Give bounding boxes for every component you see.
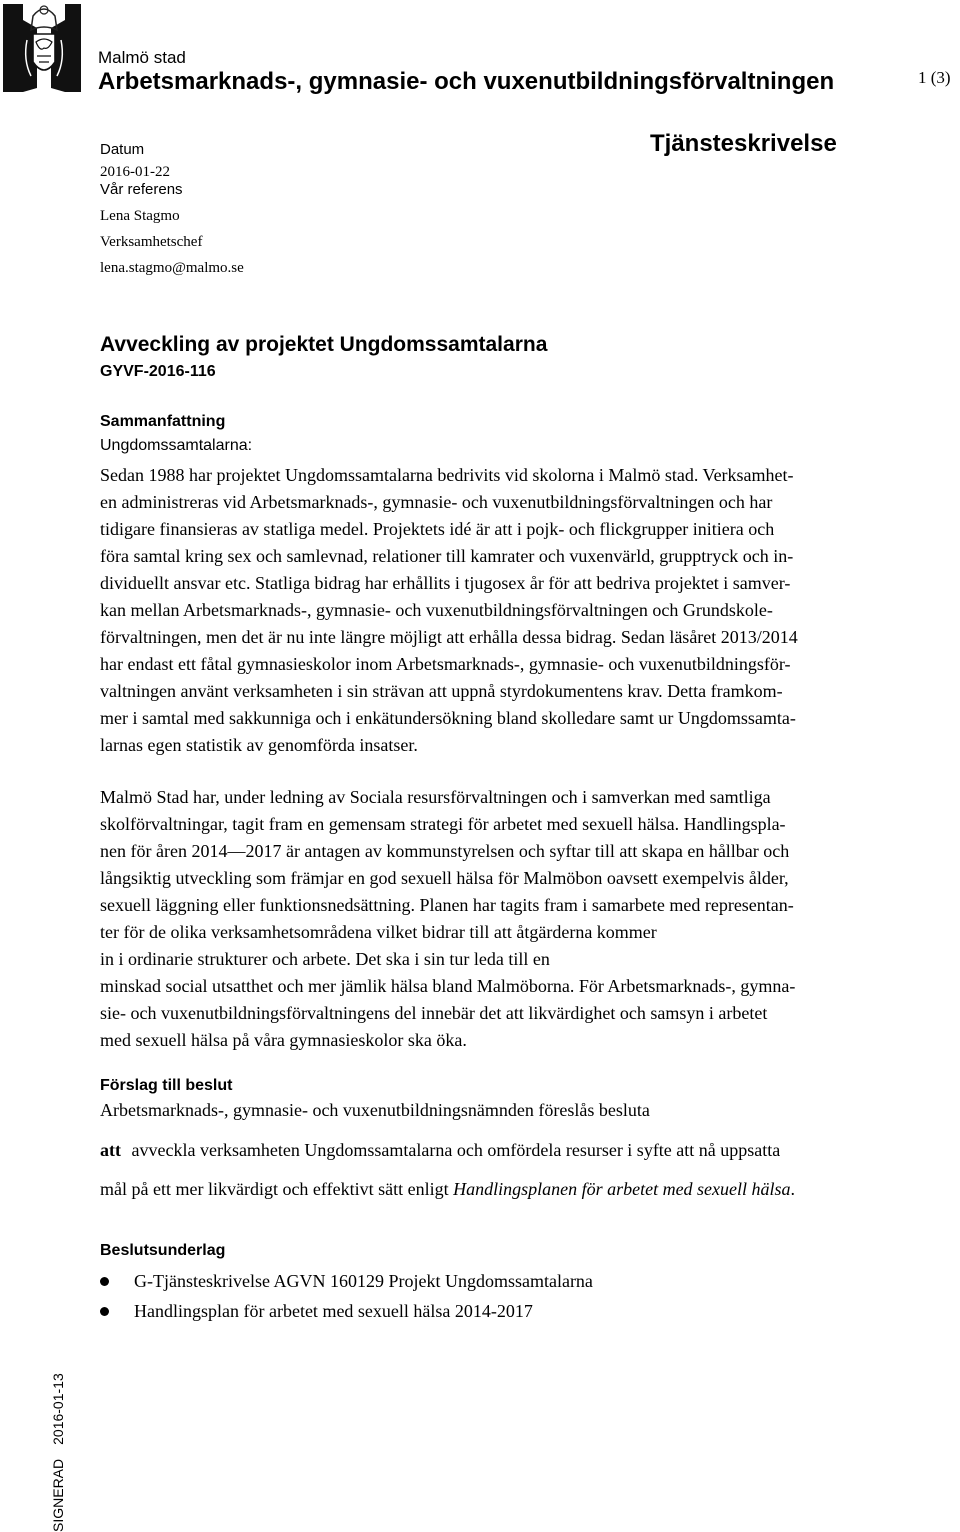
- paragraph-line: mer i samtal med sakkunniga och i enkätundersökning bland skolledare samt ur Ungdomssamta-: [100, 708, 796, 728]
- summary-paragraph-1: [100, 462, 960, 759]
- paragraph-line: långsiktig utveckling som främjar en god sexuell hälsa för Malmöbon oavsett exempelvis ålder,: [100, 868, 789, 888]
- paragraph-line: in i ordinarie strukturer och arbete. Det ska i sin tur leda till en: [100, 949, 550, 969]
- document-meta: [100, 138, 244, 280]
- paragraph-line: dividuellt ansvar etc. Statliga bidrag har erhållits i tjugosex år för att bedriva projektet i samver-: [100, 573, 791, 593]
- reference-label: Vår referens: [100, 181, 183, 198]
- paragraph-line: sie- och vuxenutbildningsförvaltningens del innebär det att likvärdighet och samsyn i arbetet: [100, 1003, 768, 1023]
- paragraph-line: skolförvaltningar, tagit fram en gemensam strategi för arbetet med sexuell hälsa. Handlingspla-: [100, 814, 786, 834]
- paragraph-line: larnas egen statistik av genomförda insatser.: [100, 735, 418, 755]
- signed-date: 2016-01-13: [50, 1373, 66, 1445]
- decision-text-prefix: mål på ett mer likvärdigt och effektivt sätt enligt: [100, 1179, 454, 1199]
- paragraph-line: Sedan 1988 har projektet Ungdomssamtalarna bedrivits vid skolorna i Malmö stad. Verksamhet-: [100, 465, 794, 485]
- paragraph-line: minskad social utsatthet och mer jämlik hälsa bland Malmöborna. För Arbetsmarknads-, gymna-: [100, 976, 796, 996]
- case-number: GYVF-2016-116: [100, 363, 216, 380]
- list-item-text: G-Tjänsteskrivelse AGVN 160129 Projekt Ungdomssamtalarna: [134, 1271, 593, 1291]
- document-title: Avveckling av projektet Ungdomssamtalarna: [100, 333, 548, 356]
- signed-stamp: [50, 1359, 66, 1532]
- reference-email: lena.stagmo@malmo.se: [100, 260, 244, 276]
- paragraph-line: ter för de olika verksamhetsområdena vilket bidrar till att åtgärderna kommer: [100, 922, 657, 942]
- paragraph-line: nen för åren 2014—2017 är antagen av kommunstyrelsen och syftar till att skapa en hållbar och: [100, 841, 790, 861]
- paragraph-line: valtningen använt verksamheten i sin strävan att uppnå styrdokumentens krav. Detta framkom-: [100, 681, 783, 701]
- bullet-icon: [100, 1277, 109, 1286]
- page-number: 1 (3): [918, 68, 951, 87]
- summary-subheading: Ungdomssamtalarna:: [100, 437, 253, 454]
- malmo-coat-of-arms-icon: [3, 0, 83, 96]
- date-value: 2016-01-22: [100, 164, 170, 180]
- decision-text-suffix: .: [790, 1179, 796, 1199]
- plan-reference: Handlingsplanen för arbetet med sexuell hälsa: [453, 1179, 791, 1199]
- paragraph-line: föra samtal kring sex och samlevnad, relationer till kamrater och vuxenvärld, grupptryck och in-: [100, 546, 794, 566]
- paragraph-line: Malmö Stad har, under ledning av Sociala resursförvaltningen och i samverkan med samtliga: [100, 787, 771, 807]
- reference-name: Lena Stagmo: [100, 208, 180, 224]
- decision-text: avveckla verksamheten Ungdomssamtalarna och omfördela resurser i syfte att nå uppsatta: [131, 1140, 781, 1160]
- document-type: Tjänsteskrivelse: [650, 130, 837, 157]
- org-name: Malmö stad: [98, 48, 186, 67]
- summary-heading: Sammanfattning: [100, 413, 226, 430]
- paragraph-line: har endast ett fåtal gymnasieskolor inom Arbetsmarknads-, gymnasie- och vuxenutbildningsför-: [100, 654, 791, 674]
- summary-paragraph-2: [100, 784, 960, 1054]
- proposal-heading: Förslag till beslut: [100, 1077, 233, 1094]
- bullet-icon: [100, 1307, 109, 1316]
- date-label: Datum: [100, 141, 145, 158]
- paragraph-line: med sexuell hälsa på våra gymnasieskolor ska öka.: [100, 1030, 467, 1050]
- proposal-intro: Arbetsmarknads-, gymnasie- och vuxenutbildningsnämnden föreslås besluta: [100, 1100, 650, 1120]
- paragraph-line: kan mellan Arbetsmarknads-, gymnasie- och vuxenutbildningsförvaltningen och Grundskole-: [100, 600, 773, 620]
- proposal-decision-line-1: [100, 1140, 780, 1161]
- att-keyword: att: [100, 1140, 121, 1160]
- paragraph-line: en administreras vid Arbetsmarknads-, gymnasie- och vuxenutbildningsförvaltningen och har: [100, 492, 773, 512]
- proposal-decision-line-2: [100, 1179, 795, 1200]
- basis-heading: Beslutsunderlag: [100, 1242, 226, 1259]
- reference-title: Verksamhetschef: [100, 234, 203, 250]
- signed-label: SIGNERAD: [50, 1458, 66, 1532]
- paragraph-line: sexuell läggning eller funktionsnedsättning. Planen har tagits fram i samarbete med representan-: [100, 895, 794, 915]
- paragraph-line: tidigare finansieras av statliga medel. Projektets idé är att i pojk- och flickgrupper initiera och: [100, 519, 775, 539]
- paragraph-line: förvaltningen, men det är nu inte längre möjligt att erhålla dessa bidrag. Sedan läsåret 2013/2014: [100, 627, 798, 647]
- list-item-text: Handlingsplan för arbetet med sexuell hälsa 2014-2017: [134, 1301, 533, 1321]
- department-name: Arbetsmarknads-, gymnasie- och vuxenutbildningsförvaltningen: [98, 68, 835, 95]
